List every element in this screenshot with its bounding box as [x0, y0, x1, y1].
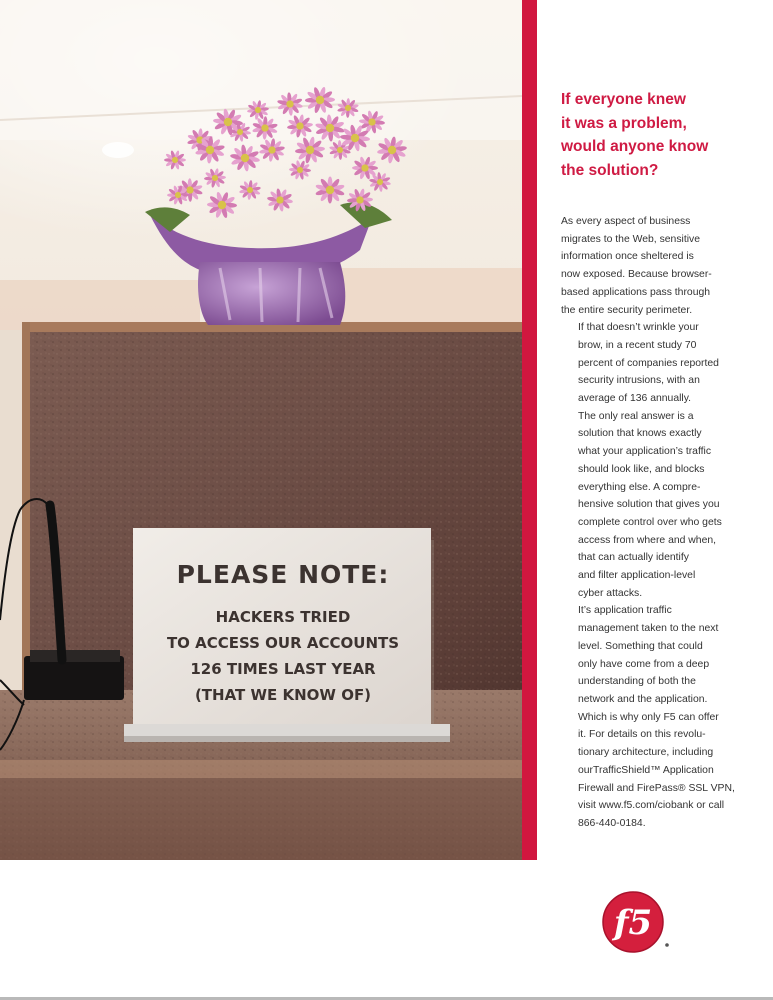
body-line: it. For details on this revolu-	[578, 729, 706, 741]
body-line: based applications pass through	[561, 286, 711, 298]
body-line: migrates to the Web, sensitive	[561, 233, 700, 245]
headline-line: the solution?	[561, 161, 659, 179]
body-line: only have come from a deep	[578, 658, 710, 670]
headline-line: If everyone knew	[561, 91, 686, 108]
sign-title: PLEASE NOTE:	[176, 560, 390, 589]
body-line: average of 136 annually.	[578, 393, 692, 405]
body-line: brow, in a recent study 70	[578, 339, 697, 351]
sign-message	[135, 604, 431, 708]
body-line: ourTrafficShield™ Application	[578, 764, 714, 776]
sign-line: TO ACCESS OUR ACCOUNTS	[166, 634, 400, 652]
body-line: the entire security perimeter.	[561, 304, 693, 316]
body-line: 866-440-0184.	[578, 817, 646, 829]
sign-line: HACKERS TRIED	[215, 608, 351, 626]
body-paragraph	[561, 319, 731, 408]
body-paragraph	[561, 408, 731, 603]
f5-logo	[601, 890, 671, 956]
note-sign	[135, 530, 431, 728]
body-line: Firewall and FirePass® SSL VPN,	[578, 782, 735, 794]
sign-line: 126 TIMES LAST YEAR	[190, 660, 376, 678]
body-line: that can actually identify	[578, 552, 689, 564]
body-line: should look like, and blocks	[578, 463, 705, 475]
body-line: complete control over who gets	[578, 516, 722, 528]
accent-bar	[522, 0, 537, 860]
body-paragraph	[561, 213, 731, 319]
body-line: what your application’s traffic	[578, 446, 712, 458]
body-line: If that doesn’t wrinkle your	[578, 322, 699, 334]
headline-line: it was a problem,	[561, 114, 687, 132]
body-line: network and the application.	[578, 693, 708, 705]
headline-line: would anyone know	[561, 138, 709, 155]
body-line: visit www.f5.com/ciobank or call	[578, 800, 725, 812]
body-line: now exposed. Because browser-	[561, 269, 712, 281]
body-line: access from where and when,	[578, 534, 717, 546]
body-line: everything else. A compre-	[578, 481, 701, 493]
body-line: The only real answer is a	[578, 410, 694, 422]
body-line: and filter application-level	[578, 570, 696, 582]
headline	[561, 88, 761, 182]
body-line: information once sheltered is	[561, 251, 694, 263]
body-line: security intrusions, with an	[578, 375, 700, 387]
body-line: management taken to the next	[578, 623, 719, 635]
body-line: As every aspect of business	[561, 216, 691, 227]
body-line: cyber attacks.	[578, 587, 643, 599]
sign-line: (THAT WE KNOW OF)	[194, 686, 372, 704]
body-line: tionary architecture, including	[578, 747, 714, 759]
body-line: percent of companies reported	[578, 357, 719, 369]
body-paragraph	[561, 602, 735, 832]
body-line: hensive solution that gives you	[578, 499, 720, 511]
logo-wordmark: f5	[613, 903, 653, 943]
body-line: It’s application traffic	[578, 605, 672, 617]
body-line: Which is why only F5 can offer	[578, 711, 719, 723]
body-line: understanding of both the	[578, 676, 696, 688]
body-line: level. Something that could	[578, 640, 703, 652]
body-copy	[561, 213, 735, 833]
body-line: solution that knows exactly	[578, 428, 702, 440]
